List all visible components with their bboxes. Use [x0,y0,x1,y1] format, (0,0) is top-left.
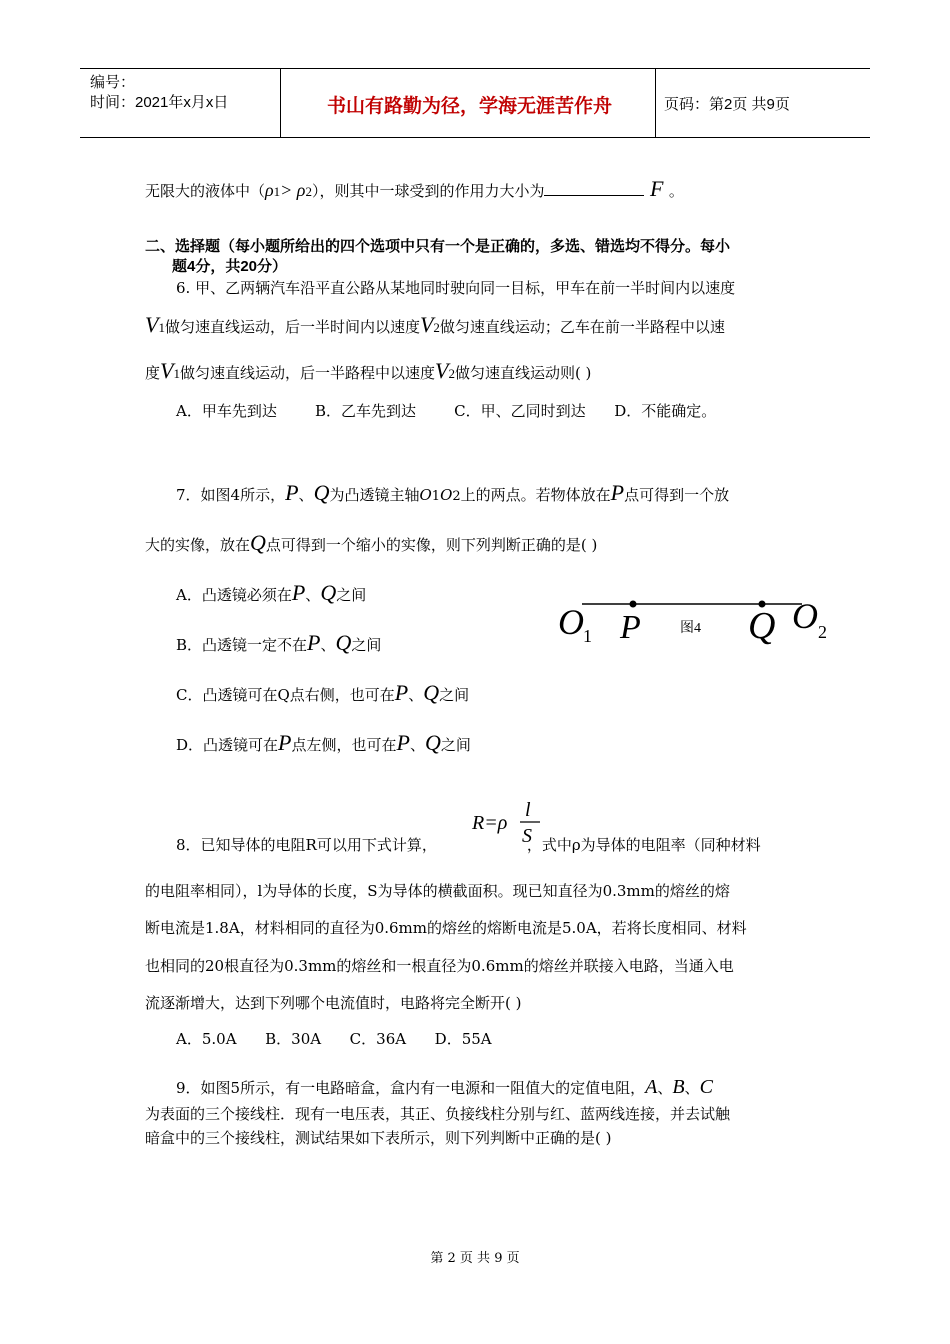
q9-line3: 暗盒中的三个接线柱，测试结果如下表所示，则下列判断中正确的是( ) [145,1129,612,1147]
label-O2: O [792,596,818,636]
V2-symbol: V2 [434,358,455,383]
text: B．凸透镜一定不在 [176,636,308,654]
Q-symbol: Q [320,580,337,605]
text: 之间 [439,686,470,704]
number-label: 编号： [90,74,136,91]
text: 度 [145,364,161,382]
label-O1-sub: 1 [583,626,592,646]
header-divider [280,69,281,137]
text: 无限大的液体中（ [145,182,266,200]
q6-line3 [145,358,591,384]
P-symbol: P [278,730,292,755]
Q-symbol: Q [313,480,330,505]
text: 。 [668,182,684,200]
section-title-cont: 题4分，共20分） [172,258,288,275]
F-symbol: F [644,176,669,201]
text: A．凸透镜必须在 [176,586,292,604]
label-O2-sub: 2 [818,622,827,642]
P-symbol: P [307,630,321,655]
Q-symbol: Q [335,630,352,655]
P-symbol: P [285,480,299,505]
page-header [80,68,870,138]
q6-options: A．甲车先到达 B．乙车先到达 C．甲、乙同时到达 D．不能确定。 [176,402,717,420]
O1O2-label: O1O2 [419,486,461,504]
V1-symbol: V1 [160,358,180,383]
V1-symbol: V1 [145,312,165,337]
q6-line2 [145,312,725,338]
q7-line2 [145,530,597,556]
text: 之间 [336,586,367,604]
text: 做匀速直线运动则( ) [454,364,592,382]
P-symbol: P [291,580,306,605]
q8-line3: 断电流是1.8A，材料相同的直径为0.6mm的熔丝的熔断电流是5.0A，若将长度相同、材料 [145,919,747,937]
q9-line1: 9．如图5所示，有一电路暗盒，盒内有一电源和一阻值大的定值电阻，A、B、C [176,1076,713,1098]
Q-symbol: Q [250,530,266,555]
text: C．凸透镜可在Q点右侧，也可在 [176,686,395,704]
section-title: 二、选择题（每小题所给出的四个选项中只有一个是正确的，多选、错选均不得分。每小 [145,238,731,255]
text: 之间 [351,636,382,654]
answer-blank [544,195,644,196]
q8-line2: 的电阻率相同），l为导体的长度，S为导体的横截面积。现已知直径为0.3mm的熔丝的熔 [145,882,730,900]
text: 上的两点。若物体放在 [460,486,611,504]
V2-symbol: V2 [419,312,440,337]
header-divider [655,69,656,137]
page-footer: 第 2 页 共 9 页 [430,1251,520,1266]
q7-option-d: D．凸透镜可在P点左侧，也可在P、Q之间 [176,730,471,755]
q8-line1 [176,834,761,855]
q7-line1: 7．如图4所示，P、Q为凸透镜主轴O1O2上的两点。若物体放在P点可得到一个放 [176,480,730,505]
label-P: P [620,609,641,646]
P-symbol: P [396,730,410,755]
text: D．凸透镜可在 [176,736,279,754]
figure-caption: 图4 [680,621,701,636]
text: 点左侧，也可在 [291,736,397,754]
text-3: l [525,800,531,821]
label-O1: O [558,602,584,642]
text-2: R=ρ [472,812,508,834]
text: 点可得到一个缩小的实像，则下列判断正确的是( ) [265,536,598,554]
figure-4 [556,592,836,652]
q6-line1: 6. 甲、乙两辆汽车沿平直公路从某地同时驶向同一目标，甲车在前一半时间内以速度 [176,279,736,297]
q8-line5: 流逐渐增大，达到下列哪个电流值时，电路将完全断开( ) [145,994,522,1012]
ABC-symbols: A [645,1076,658,1098]
q8-line4: 也相同的20根直径为0.3mm的熔丝和一根直径为0.6mm的熔丝并联接入电路，当通入电 [145,957,734,975]
Q-symbol: Q [424,730,441,755]
text: 之间 [440,736,471,754]
text: 8．已知导体的电阻R可以用下式计算， [176,836,437,854]
text: 点可得到一个放 [624,486,730,504]
text: 为凸透镜主轴 [329,486,420,504]
P-symbol: P [610,480,625,505]
B-symbol: B [672,1076,685,1098]
q7-option-c: C．凸透镜可在Q点右侧，也可在P、Q之间 [176,680,470,705]
text: 做匀速直线运动；乙车在前一半路程中以速 [439,318,725,336]
q7-option-a: A．凸透镜必须在P、Q之间 [176,580,367,605]
text: 7．如图4所示， [176,486,286,504]
text-4: S [522,825,532,847]
header-left [90,73,228,113]
text: 大的实像，放在 [145,536,251,554]
header-page-info: 页码：第2页 共9页 [664,96,790,113]
text: 9．如图5所示，有一电路暗盒，盒内有一电源和一阻值大的定值电阻， [176,1079,646,1097]
text: ），则其中一球受到的作用力大小为 [311,182,545,200]
q5-line [145,176,684,202]
text: 做匀速直线运动，后一半时间内以速度 [164,318,420,336]
header-motto: 书山有路勤为径，学海无涯苦作舟 [326,96,612,117]
label-Q: Q [748,605,776,647]
q7-option-b: B．凸透镜一定不在P、Q之间 [176,630,382,655]
C-symbol: C [699,1076,713,1098]
q8-options: A．5.0A B．30A C．36A D．55A [176,1030,492,1048]
q9-line2: 为表面的三个接线柱．现有一电压表，其正、负接线柱分别与红、蓝两线连接，并去试触 [145,1105,731,1123]
time-label: 时间：2021年x月x日 [90,94,229,111]
text: ，式中ρ为导体的电阻率（同种材料 [526,836,761,854]
Q-symbol: Q [423,680,440,705]
P-symbol: P [394,680,409,705]
rho-symbol: ρ1> ρ2 [265,180,312,200]
text: 做匀速直线运动，后一半路程中以速度 [179,364,435,382]
point-p-dot [630,601,637,608]
